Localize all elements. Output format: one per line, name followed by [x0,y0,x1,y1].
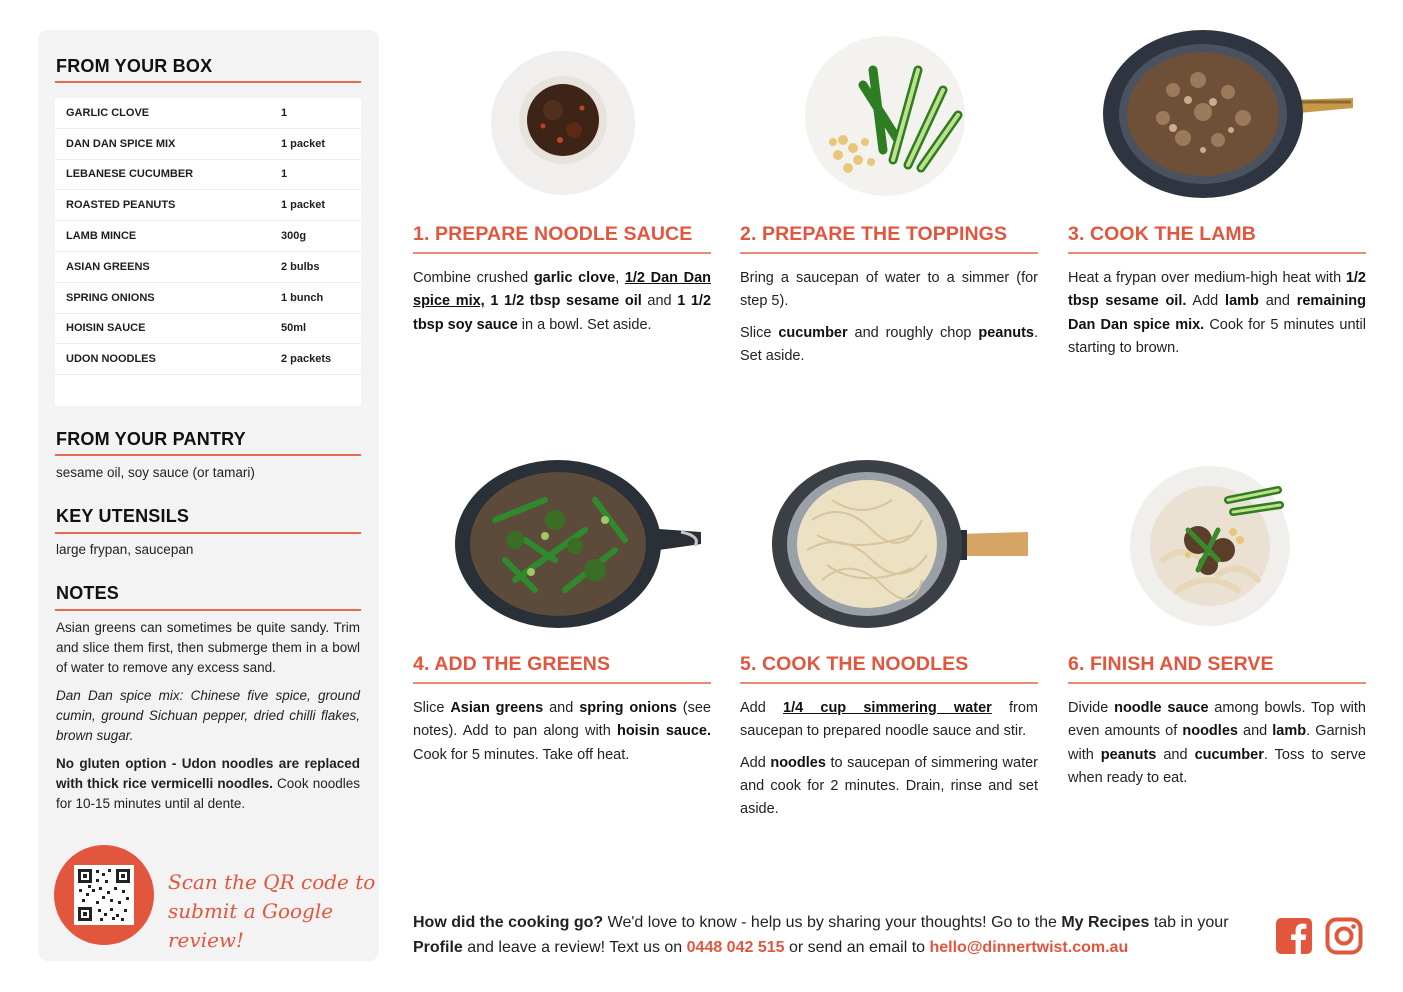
step-body [1068,267,1366,360]
text: among bowls. Top with even amounts of [1068,700,1366,740]
step-title: 5. COOK THE NOODLES [740,653,969,675]
ingredient-highlight: noodle sauce [1114,700,1209,716]
note-bold: No gluten option - Udon noodles are replaced with thick rice vermicelli noodles. [56,756,360,791]
ingredient-highlight: Asian greens [450,700,544,716]
text: and roughly chop [847,324,979,341]
ingredient-row [55,160,361,191]
step-3 [1068,223,1366,368]
note-paragraph: Dan Dan spice mix: Chinese five spice, ground cumin, ground Sichuan pepper, dried chilli flakes, brown sugar. [56,688,360,743]
ingredient-qty: 1 packet [281,199,326,212]
pantry-text: sesame oil, soy sauce (or tamari) [56,465,255,480]
underlined-text: 1/2 Dan Dan spice mix, [413,270,711,310]
ingredient-highlight: noodles [1182,723,1238,740]
ingredient-highlight: 1/2 tbsp sesame oil. [1068,270,1366,310]
step-divider [413,682,711,684]
step-body [413,267,711,337]
step-divider [1068,252,1366,254]
ingredient-highlight: 1 1/2 tbsp sesame oil [490,293,642,310]
qr-caption-line: Scan the QR code to [168,870,376,894]
text: and [1156,746,1195,763]
add-greens-photo [455,460,703,628]
text: and [641,293,678,310]
notes-title: NOTES [56,583,120,603]
ingredient-highlight: remaining Dan Dan spice mix. [1068,293,1367,333]
footer-text: or send an email to [784,939,930,956]
ingredient-highlight: lamb [1272,723,1307,740]
step-title: 3. COOK THE LAMB [1068,223,1256,245]
text: Cook for 5 minutes until starting to brown. [1068,316,1366,356]
ingredient-highlight [783,700,992,716]
finish-serve-photo [1128,460,1293,628]
text: . Garnish with [1068,723,1366,763]
text: from saucepan to prepared noodle sauce and stir. [740,700,1038,740]
step-paragraph [740,322,1038,369]
ingredient-row [55,252,361,283]
ingredient-row [55,190,361,221]
step-title: 4. ADD THE GREENS [413,653,611,675]
text: Slice [740,324,779,341]
text: Add [740,700,784,716]
text: Heat a frypan over medium-high heat with [1068,270,1346,286]
feedback-footer [413,910,1263,960]
footer-text: and leave a review! Text us on [462,939,687,956]
ingredient-name: SPRING ONIONS [66,291,155,304]
ingredient-row [55,283,361,314]
step-body [740,267,1038,368]
ingredient-highlight: peanuts [978,324,1034,341]
ingredient-qty: 1 bunch [281,291,324,304]
ingredient-qty: 1 [281,168,288,181]
noodle-sauce-photo [488,48,638,198]
text: in a bowl. Set aside. [517,316,652,333]
ingredient-highlight: lamb [1225,293,1259,310]
note-text: Cook noodles for 10-15 minutes until al dente. [56,776,360,811]
pantry-title: FROM YOUR PANTRY [56,429,246,449]
my-recipes-label: My Recipes [1061,914,1150,931]
ingredient-highlight: spring onions [579,700,677,716]
step-body [413,697,711,767]
step-divider [413,252,711,254]
ingredient-qty: 2 bulbs [281,260,320,273]
text: Add [1186,293,1226,310]
ingredient-name: HOISIN SAUCE [66,322,146,335]
ingredient-name: UDON NOODLES [66,353,156,366]
step-divider [740,252,1038,254]
qr-code-icon [74,865,134,925]
ingredient-row [55,129,361,160]
text: , [615,270,625,286]
ingredient-row [55,344,361,375]
ingredient-highlight: garlic clove [533,270,616,286]
step-body [740,697,1038,821]
step-divider [740,682,1038,684]
text: Divide [1068,700,1115,716]
section-divider [55,81,361,83]
step-4 [413,653,711,775]
ingredient-qty: 2 packets [281,353,332,366]
text: and [1258,293,1297,310]
facebook-icon[interactable] [1275,917,1313,955]
ingredient-highlight: noodles [770,754,826,771]
ingredient-row [55,314,361,345]
text: and [543,700,580,716]
step-title: 2. PREPARE THE TOPPINGS [740,223,1008,245]
ingredient-name: GARLIC CLOVE [66,106,150,119]
section-divider [55,609,361,611]
step-6 [1068,653,1366,798]
ingredient-highlight: hoisin sauce. [616,723,711,740]
text: (see notes). Add to pan along with [413,700,711,740]
footer-text: We'd love to know - help us by sharing your thoughts! Go to the [603,914,1062,931]
section-divider [55,454,361,456]
ingredient-name: LEBANESE CUCUMBER [66,168,194,181]
qr-caption-line: submit a Google review! [168,899,334,952]
utensils-text: large frypan, saucepan [56,542,194,557]
profile-label: Profile [413,939,463,956]
step-paragraph: Bring a saucepan of water to a simmer (for step 5). [740,270,1038,310]
phone-link[interactable]: 0448 042 515 [686,939,785,956]
ingredient-qty: 1 packet [281,137,326,150]
ingredient-name: LAMB MINCE [66,230,137,243]
ingredient-name: DAN DAN SPICE MIX [66,137,176,150]
step-1 [413,223,711,345]
text: Cook for 5 minutes. Take off heat. [413,746,630,763]
step-paragraph [1068,267,1366,360]
ingredient-name: ROASTED PEANUTS [66,199,176,212]
ingredient-qty: 1 [281,106,288,119]
text: Combine crushed [413,270,534,286]
section-divider [55,532,361,534]
footer-question: How did the cooking go? [413,914,604,931]
footer-text: tab in your [1149,914,1229,931]
step-paragraph [413,697,711,767]
step-5 [740,653,1038,829]
text: . Set aside. [740,324,1038,364]
ingredients-table [55,98,361,406]
text: to saucepan of simmering water and cook for 2 minutes. Drain, rinse and set aside. [740,754,1038,818]
toppings-photo [803,30,968,198]
ingredient-row [55,98,361,129]
underlined-text: 1/4 cup simmering water [783,700,992,716]
text: and [1237,723,1273,740]
step-paragraph [413,267,711,337]
qr-code-badge[interactable] [54,845,154,945]
email-link[interactable]: hello@dinnertwist.com.au [929,939,1129,956]
ingredient-highlight: cucumber [1194,746,1264,763]
cook-lamb-photo [1103,30,1358,198]
ingredient-highlight: peanuts [1100,746,1157,763]
text: Slice [413,700,451,716]
text: . Toss to serve when ready to eat. [1068,746,1366,786]
step-title: 1. PREPARE NOODLE SAUCE [413,223,693,245]
step-body [1068,697,1366,790]
ingredient-row [55,221,361,252]
utensils-title: KEY UTENSILS [56,506,190,526]
sidebar [38,30,379,961]
note-paragraph: Asian greens can sometimes be quite sandy. Trim and slice them first, then submerge them in a bowl of water to remove any excess sand. [56,620,360,675]
step-title: 6. FINISH AND SERVE [1068,653,1274,675]
step-paragraph [740,697,1038,744]
ingredient-qty: 300g [281,230,307,243]
from-box-title: FROM YOUR BOX [56,56,213,76]
step-divider [1068,682,1366,684]
qr-caption [168,868,379,955]
ingredient-qty: 50ml [281,322,307,335]
cook-noodles-photo [772,460,1030,628]
step-paragraph [1068,697,1366,790]
notes-body [56,618,360,822]
text: Add [740,754,771,771]
instagram-icon[interactable] [1325,917,1363,955]
ingredient-highlight: cucumber [778,324,848,341]
step-2 [740,223,1038,376]
step-paragraph [740,752,1038,822]
note-paragraph [56,754,360,814]
ingredient-name: ASIAN GREENS [66,260,150,273]
ingredient-highlight: 1 1/2 tbsp soy sauce [413,293,712,333]
